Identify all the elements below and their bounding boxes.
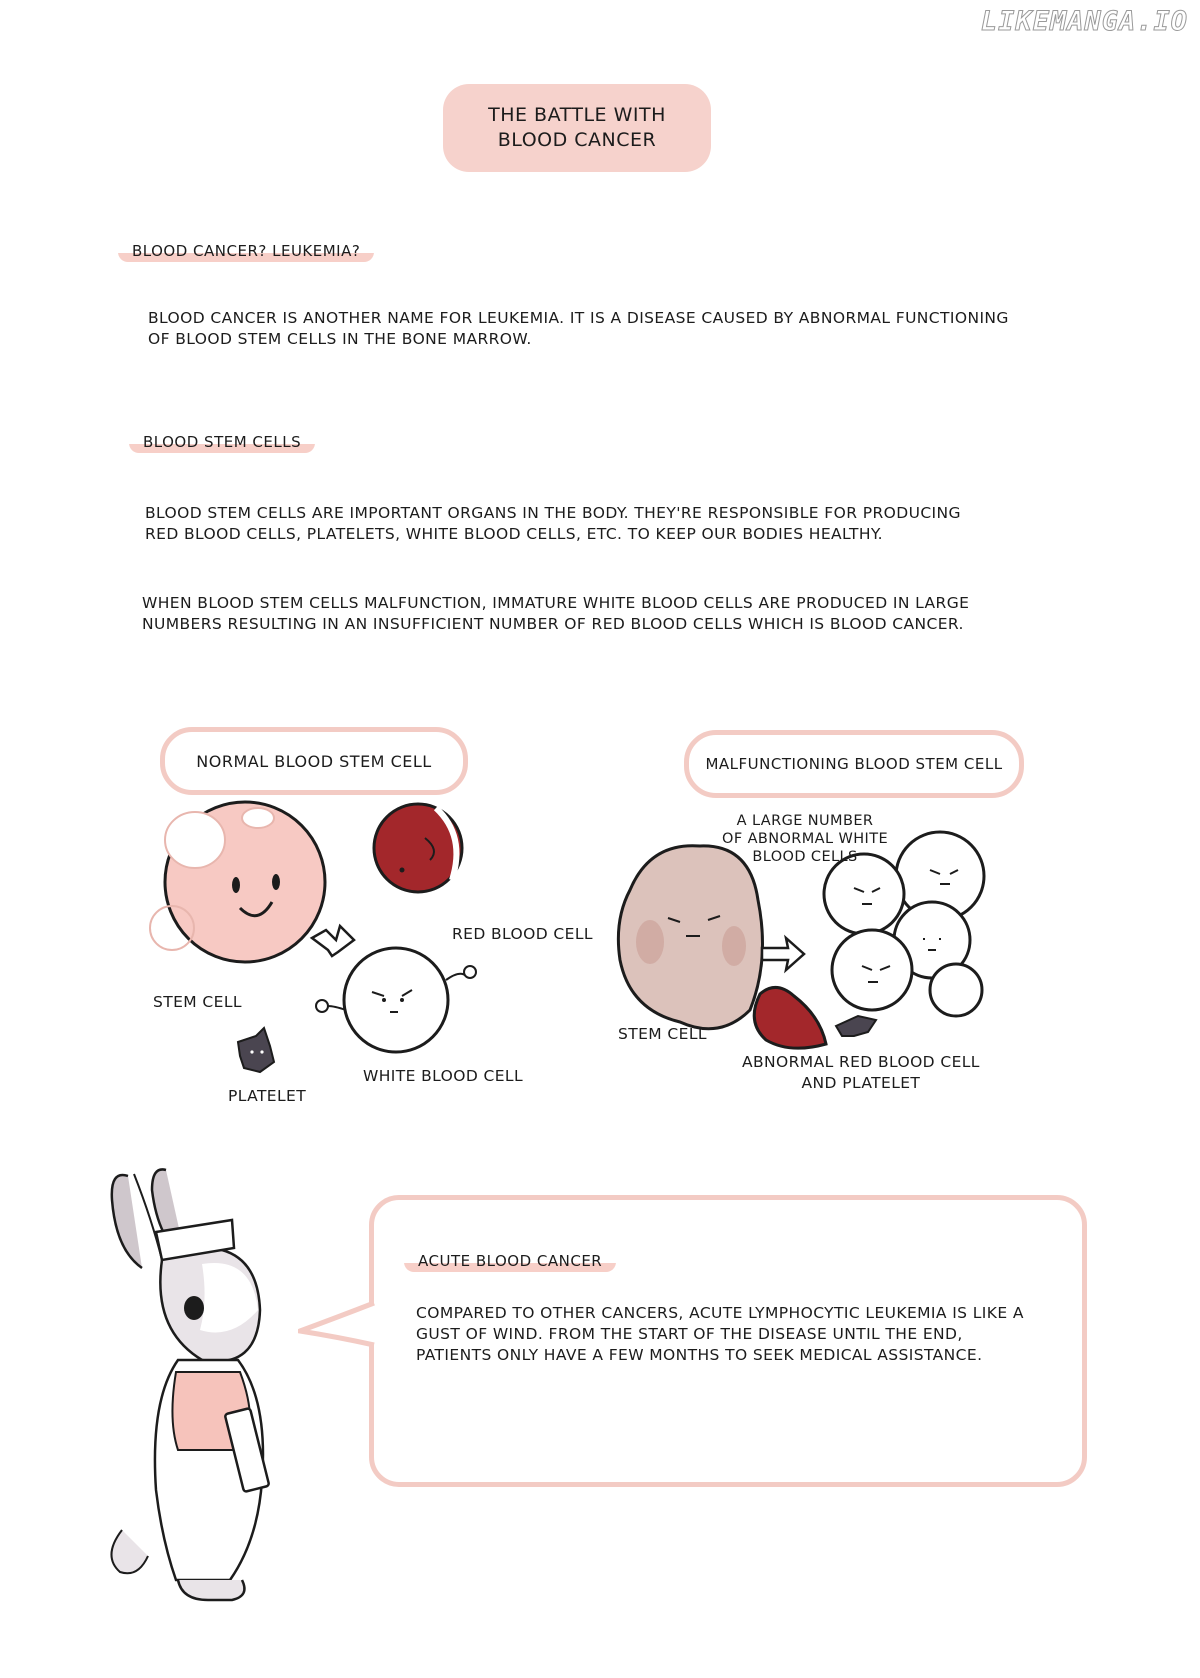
platelet-label: PLATELET [228, 1087, 307, 1105]
page-title-text: THE BATTLE WITH BLOOD CANCER [488, 104, 666, 151]
speech-bubble-tail [298, 1299, 378, 1359]
red-blood-cell-illustration [374, 804, 462, 892]
section-heading-leukemia: BLOOD CANCER? LEUKEMIA? [118, 242, 374, 262]
leukemia-paragraph: BLOOD CANCER IS ANOTHER NAME FOR LEUKEMIA. IT IS A DISEASE CAUSED BY ABNORMAL FUNCTIONING OF BLOOD STEM CELLS IN THE BONE MARROW. [148, 309, 1009, 348]
stem-cells-paragraph-2: WHEN BLOOD STEM CELLS MALFUNCTION, IMMATURE WHITE BLOOD CELLS ARE PRODUCED IN LARGE NUMBERS RESULTING IN AN INSUFFICIENT NUMBER OF RED BLOOD CELLS WHICH IS BLOOD CANCER. [142, 594, 970, 633]
arrow-icon [762, 938, 804, 970]
white-blood-cell-label: WHITE BLOOD CELL [363, 1067, 524, 1085]
malfunctioning-diagram-title-text: MALFUNCTIONING BLOOD STEM CELL [705, 755, 1003, 773]
red-blood-cell-label: RED BLOOD CELL [452, 925, 593, 943]
platelet-illustration [238, 1028, 274, 1072]
rabbit-nurse-illustration [82, 1160, 322, 1610]
white-blood-cell-illustration [316, 948, 476, 1052]
stem-cell-label: STEM CELL [153, 993, 242, 1011]
malfunctioning-diagram-title [684, 730, 1024, 798]
abnormal-platelet-illustration [836, 1016, 876, 1036]
callout-paragraph: COMPARED TO OTHER CANCERS, ACUTE LYMPHOCYTIC LEUKEMIA IS LIKE A GUST OF WIND. FROM THE START OF THE DISEASE UNTIL THE END, PATIENTS ONLY HAVE A FEW MONTHS TO SEEK MEDICAL ASSISTANCE. [416, 1304, 1024, 1364]
abnormal-stem-cell-illustration [618, 846, 762, 1029]
page-title [443, 84, 711, 172]
stem-cell-illustration [150, 802, 325, 962]
abnormal-white-cells-label: A LARGE NUMBER OF ABNORMAL WHITE BLOOD CELLS [722, 813, 889, 865]
speech-bubble [369, 1195, 1087, 1487]
normal-diagram-title [160, 727, 468, 795]
callout-heading: ACUTE BLOOD CANCER [404, 1252, 616, 1272]
arrow-icon [312, 926, 354, 956]
abnormal-stem-cell-label: STEM CELL [618, 1025, 707, 1043]
abnormal-red-platelet-label: ABNORMAL RED BLOOD CELL AND PLATELET [742, 1053, 980, 1092]
watermark: LIKEMANGA.IO [980, 6, 1188, 37]
normal-diagram-title-text: NORMAL BLOOD STEM CELL [196, 751, 432, 771]
normal-diagram-art [140, 800, 510, 1090]
stem-cells-paragraph-1: BLOOD STEM CELLS ARE IMPORTANT ORGANS IN THE BODY. THEY'RE RESPONSIBLE FOR PRODUCING RED BLOOD CELLS, PLATELETS, WHITE BLOOD CELLS, ETC. TO KEEP OUR BODIES HEALTHY. [145, 504, 961, 543]
abnormal-red-cell-illustration [754, 987, 826, 1048]
section-heading-stem-cells: BLOOD STEM CELLS [129, 433, 315, 453]
